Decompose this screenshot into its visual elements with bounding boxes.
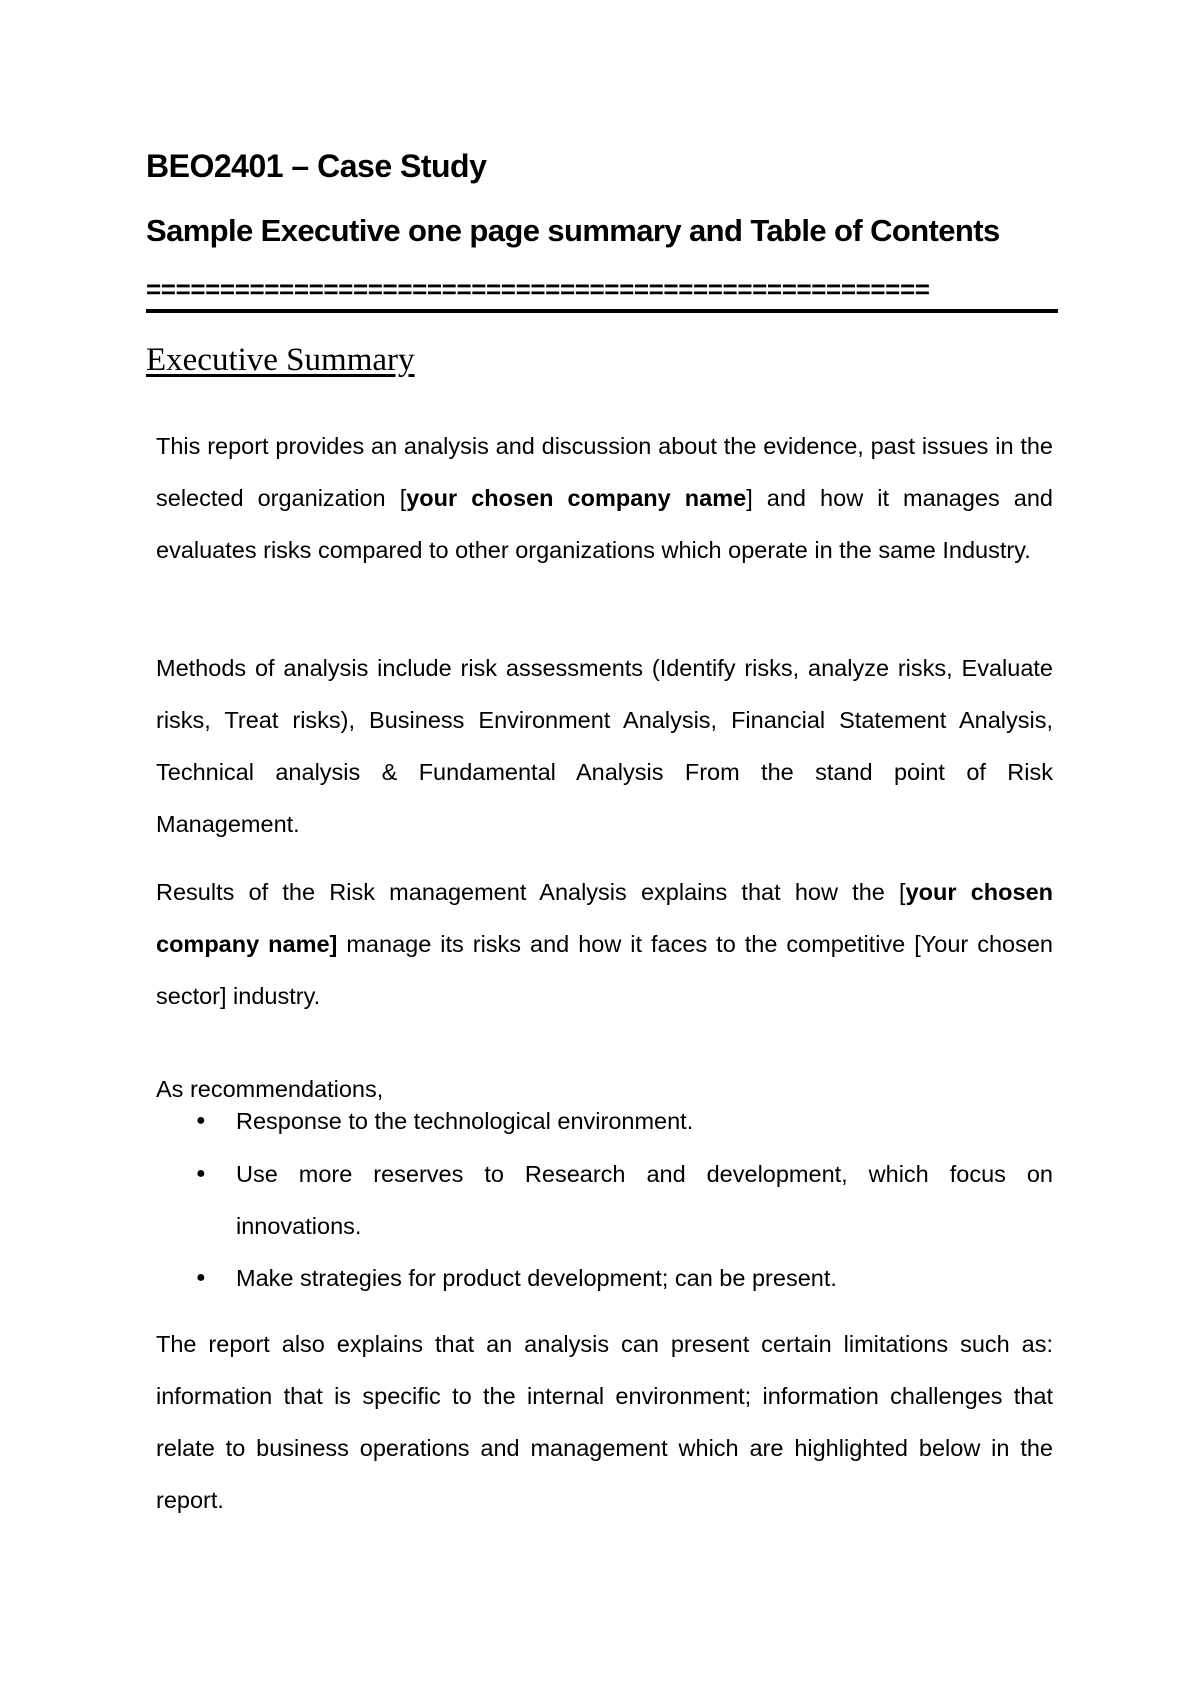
recommendations-lead: As recommendations, <box>156 1076 384 1102</box>
bullet-icon: ● <box>196 1165 206 1182</box>
list-item <box>196 1106 1053 1136</box>
paragraph-text: manage its risks and how it faces to the competitive [Your chosen sector] industry. <box>156 931 1053 1009</box>
paragraph-introduction <box>156 420 1053 576</box>
course-title: BEO2401 – Case Study <box>146 148 487 184</box>
list-item-text: Use more reserves to Research and development, which focus on innovations. <box>236 1161 1053 1239</box>
separator-text: ===================================================== <box>146 279 930 299</box>
recommendations-list <box>196 1106 1053 1304</box>
paragraph-text: This report provides an analysis and discussion about the evidence, past issues in the selected organization [ <box>156 433 1053 511</box>
bullet-icon: ● <box>196 1269 206 1286</box>
list-item <box>196 1148 1053 1252</box>
paragraph-methods: Methods of analysis include risk assessments (Identify risks, analyze risks, Evaluate risks, Treat risks), Business Environment Analysis, Financial Statement Analysis, Technical analysis & Fundamental Analysis From the stand point of Risk Management. <box>156 655 1053 837</box>
paragraph-text: ] and how it manages and evaluates risks compared to other organizations which operate in the same Industry. <box>156 485 1053 563</box>
bullet-icon: ● <box>196 1112 206 1129</box>
placeholder-company-name: your chosen company name <box>406 485 747 511</box>
paragraph-text: Results of the Risk management Analysis explains that how the [ <box>156 879 906 905</box>
paragraph-limitations: The report also explains that an analysis can present certain limitations such as: information that is specific to the internal environment; information challenges that relate to business operations and management which are highlighted below in the report. <box>156 1331 1053 1513</box>
list-item-text: Response to the technological environment. <box>236 1108 694 1134</box>
document-subtitle: Sample Executive one page summary and Table of Contents <box>146 213 1000 248</box>
paragraph-results <box>156 866 1053 1022</box>
separator-rule <box>146 309 1058 313</box>
placeholder-company-name: your chosen company name] <box>156 879 1053 957</box>
list-item <box>196 1252 1053 1304</box>
section-heading-executive-summary: Executive Summary <box>146 342 415 378</box>
list-item-text: Make strategies for product development; can be present. <box>236 1265 837 1291</box>
